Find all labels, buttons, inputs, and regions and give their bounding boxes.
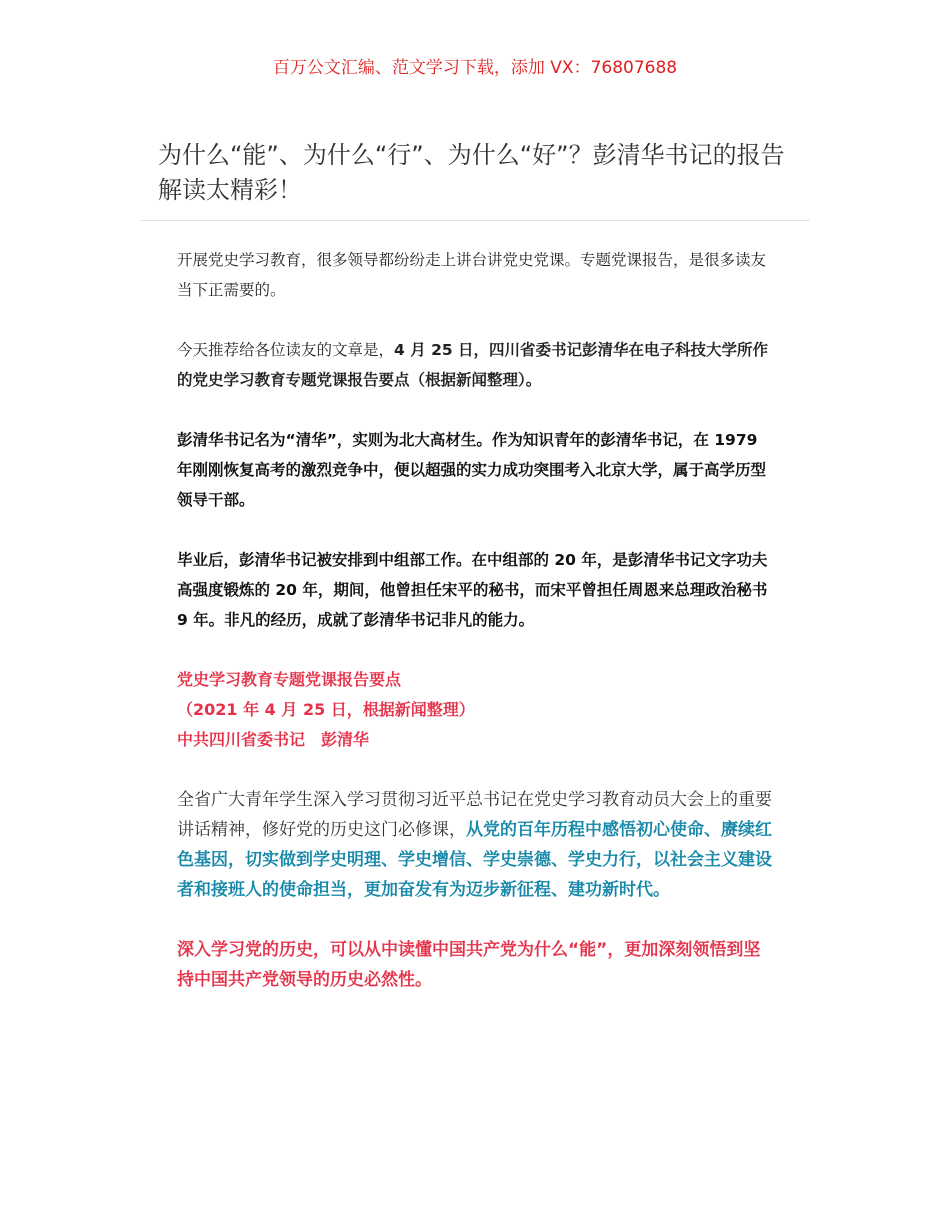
biography-paragraph: 彭清华书记名为“清华”，实则为北大高材生。作为知识青年的彭清华书记，在 1979 年刚刚恢复高考的激烈竞争中，便以超强的实力成功突围考入北京大学，属于高学历型领导干部。: [177, 431, 767, 509]
report-paragraph-1-highlight: 从党的百年历程中感悟初心使命、赓续红色基因，切实做到学史明理、学史增信、学史崇德、学史力行，以社会主义建设者和接班人的使命担当，更加奋发有为迈步新征程、建功新时代。: [177, 820, 772, 900]
report-heading-date: （2021 年 4 月 25 日，根据新闻整理）: [177, 700, 475, 719]
report-paragraph-1-lead: 全省广大青年学生深入学习贯彻习近平总书记在党史学习教育动员大会上的重要讲话精神，修好党的历史这门必修课，: [177, 790, 772, 840]
article-title: 为什么“能”、为什么“行”、为什么“好”？彭清华书记的报告解读太精彩！: [158, 141, 785, 204]
report-heading-title: 党史学习教育专题党课报告要点: [177, 670, 402, 689]
report-heading-author: 中共四川省委书记 彭清华: [177, 730, 370, 749]
article-body: [177, 245, 777, 995]
intro-paragraph: 开展党史学习教育，很多领导都纷纷走上讲台讲党史党课。专题党课报告，是很多读友当下正需要的。: [177, 251, 767, 299]
report-heading: [177, 665, 777, 755]
recommendation-highlight: 4 月 25 日，四川省委书记彭清华在电子科技大学所作的党史学习教育专题党课报告要点（根据新闻整理）。: [177, 341, 769, 389]
report-paragraph-1: [177, 785, 777, 905]
career-paragraph: 毕业后，彭清华书记被安排到中组部工作。在中组部的 20 年，是彭清华书记文字功夫高强度锻炼的 20 年，期间，他曾担任宋平的秘书，而宋平曾担任周恩来总理政治秘书 9 年。非凡的经历，成就了彭清华书记非凡的能力。: [177, 551, 768, 629]
report-paragraph-2: 深入学习党的历史，可以从中读懂中国共产党为什么“能”，更加深刻领悟到坚持中国共产党领导的历史必然性。: [177, 940, 761, 990]
recommendation-lead: 今天推荐给各位读友的文章是，: [177, 341, 395, 359]
recommendation-paragraph: [177, 335, 777, 395]
promo-banner: 百万公文汇编、范文学习下载，添加 VX：76807688: [272, 58, 678, 78]
title-divider: [140, 220, 810, 221]
